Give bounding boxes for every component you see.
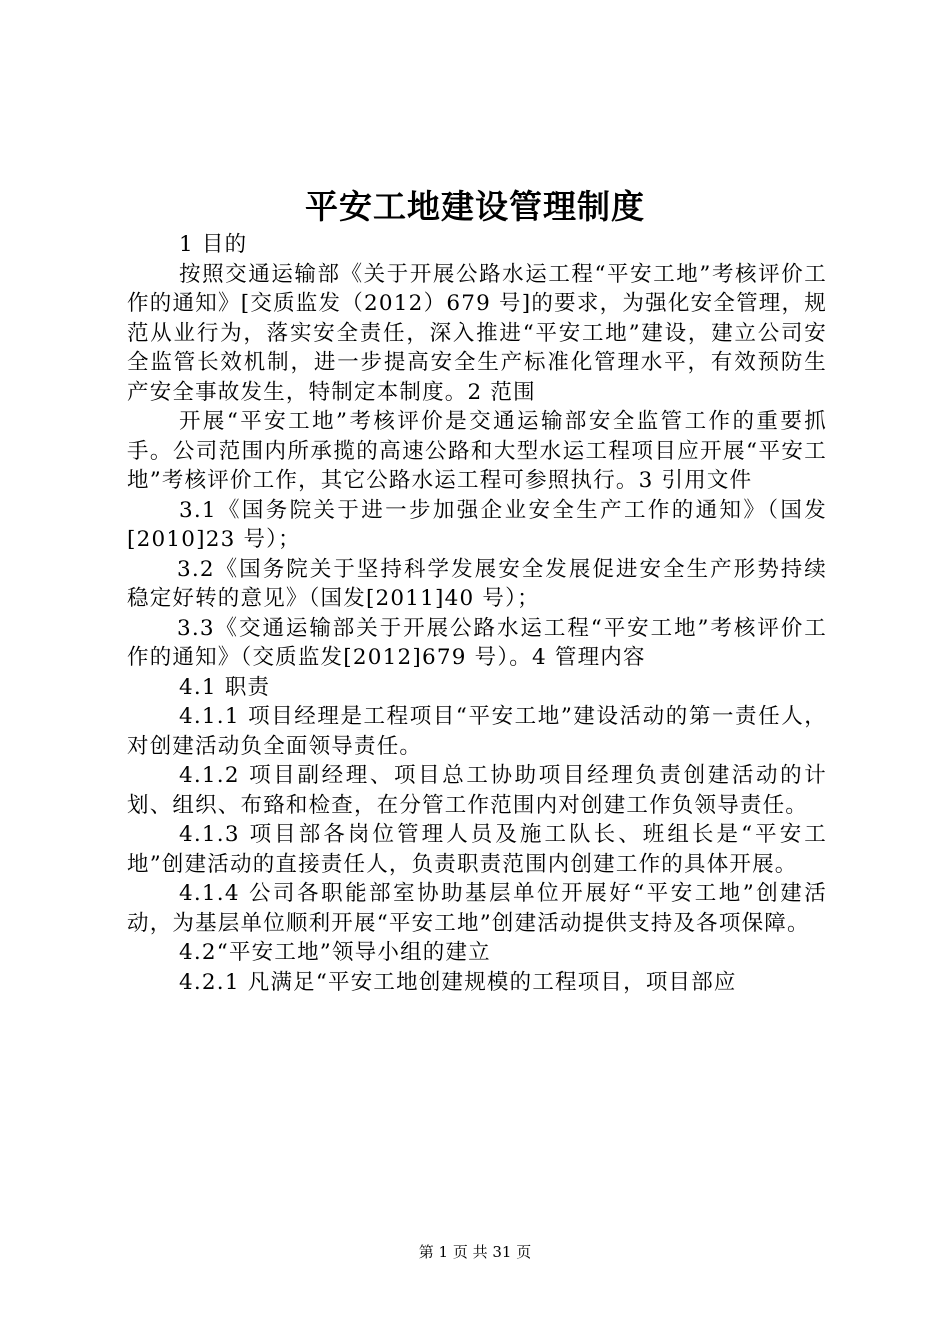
page-footer: 第 1 页 共 31 页 [418, 1243, 532, 1261]
section-heading: 4.2“平安工地”领导小组的建立 [179, 940, 491, 965]
paragraph: 3.1《国务院关于进一步加强企业安全生产工作的通知》（国发[2010]23 号）； [127, 497, 827, 552]
paragraph: 4.1.3 项目部各岗位管理人员及施工队长、班组长是“平安工地”创建活动的直接责任人，负责职责范围内创建工作的具体开展。 [127, 822, 827, 877]
paragraph: 4.1.1 项目经理是工程项目“平安工地”建设活动的第一责任人，对创建活动负全面领导责任。 [127, 704, 827, 759]
paragraph: 开展“平安工地”考核评价是交通运输部安全监管工作的重要抓手。公司范围内所承揽的高速公路和大型水运工程项目应开展“平安工地”考核评价工作，其它公路水运工程可参照执行。3 引用文件 [127, 409, 827, 493]
paragraph: 4.1.2 项目副经理、项目总工协助项目经理负责创建活动的计划、组织、布臵和检查，在分管工作范围内对创建工作负领导责任。 [127, 763, 827, 818]
paragraph: 4.2.1 凡满足“平安工地创建规模的工程项目，项目部应 [179, 969, 737, 995]
paragraph: 3.3《交通运输部关于开展公路水运工程“平安工地”考核评价工作的通知》（交质监发[2012]679 号）。4 管理内容 [127, 615, 827, 670]
document-body [127, 230, 827, 997]
paragraph: 3.2《国务院关于坚持科学发展安全发展促进安全生产形势持续稳定好转的意见》（国发[2011]40 号）； [127, 556, 827, 611]
section-heading: 1 目的 [179, 232, 248, 257]
document-title: 平安工地建设管理制度 [305, 187, 645, 226]
section-heading: 4.1 职责 [179, 674, 271, 700]
paragraph: 4.1.4 公司各职能部室协助基层单位开展好“平安工地”创建活动，为基层单位顺利开展“平安工地”创建活动提供支持及各项保障。 [127, 881, 827, 936]
paragraph: 按照交通运输部《关于开展公路水运工程“平安工地”考核评价工作的通知》[交质监发（2012）679 号]的要求，为强化安全管理，规范从业行为，落实安全责任，深入推进“平安工地”建设，建立公司安全监管长效机制，进一步提高安全生产标准化管理水平，有效预防生产安全事故发生，特制定本制度。2 范围 [127, 261, 827, 405]
